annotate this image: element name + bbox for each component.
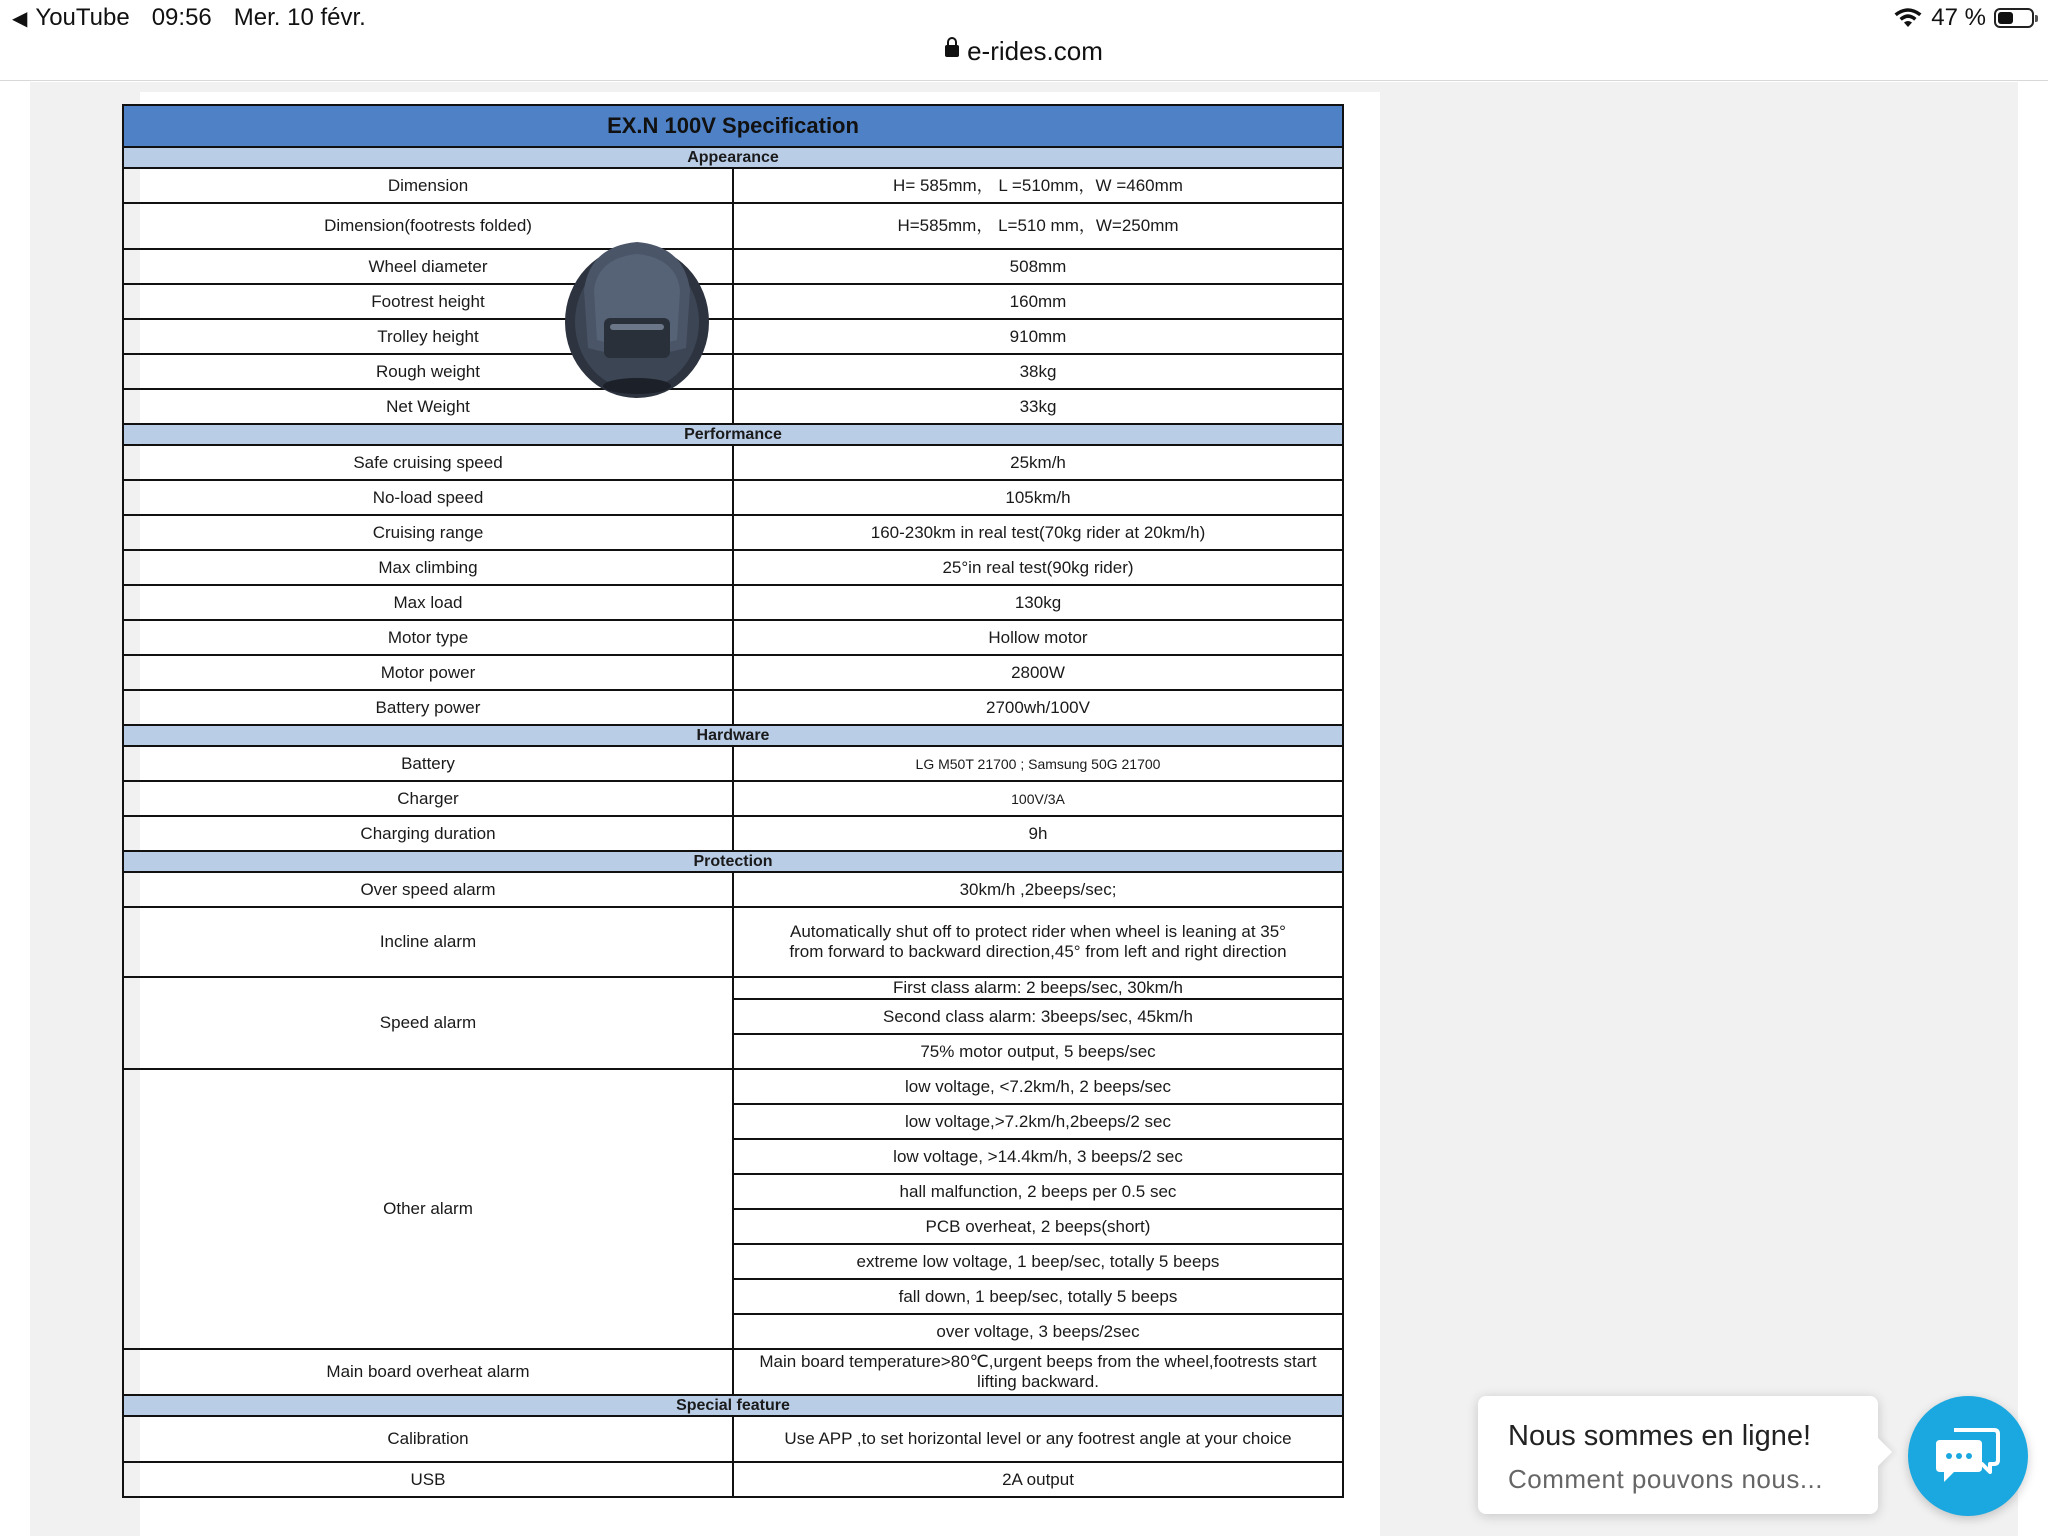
- section-hardware: Hardware: [123, 725, 1343, 746]
- row-label: Incline alarm: [123, 907, 733, 977]
- row-value: 25°in real test(90kg rider): [733, 550, 1343, 585]
- toolbar-divider: [0, 80, 2048, 81]
- row-value: 130kg: [733, 585, 1343, 620]
- row-label: Rough weight: [123, 354, 733, 389]
- row-label: Motor power: [123, 655, 733, 690]
- battery-icon: [1994, 8, 2034, 28]
- row-value: Use APP ,to set horizontal level or any footrest angle at your choice: [733, 1416, 1343, 1462]
- row-value: 30km/h ,2beeps/sec;: [733, 872, 1343, 907]
- back-app-label[interactable]: YouTube: [35, 4, 130, 31]
- wifi-icon: [1893, 7, 1923, 29]
- back-arrow-icon[interactable]: ◀: [12, 7, 28, 30]
- row-value: 75% motor output, 5 beeps/sec: [733, 1034, 1343, 1069]
- row-value: 508mm: [733, 249, 1343, 284]
- row-value: low voltage,>7.2km/h,2beeps/2 sec: [733, 1104, 1343, 1139]
- row-value: H=585mm， L=510 mm，W=250mm: [733, 203, 1343, 249]
- row-label: Max load: [123, 585, 733, 620]
- status-time: 09:56: [151, 4, 212, 31]
- row-label: Over speed alarm: [123, 872, 733, 907]
- chat-invite-bubble[interactable]: [1478, 1396, 1878, 1514]
- row-label: Dimension: [123, 168, 733, 203]
- row-value: Main board temperature>80℃,urgent beeps from the wheel,footrests start lifting backward.: [733, 1349, 1343, 1395]
- row-value: hall malfunction, 2 beeps per 0.5 sec: [733, 1174, 1343, 1209]
- row-label: Battery: [123, 746, 733, 781]
- row-value: 33kg: [733, 389, 1343, 424]
- status-date: Mer. 10 févr.: [233, 4, 366, 31]
- row-value: extreme low voltage, 1 beep/sec, totally 5 beeps: [733, 1244, 1343, 1279]
- row-value: 9h: [733, 816, 1343, 851]
- row-value: 2A output: [733, 1462, 1343, 1497]
- row-label: Max climbing: [123, 550, 733, 585]
- row-value: 2800W: [733, 655, 1343, 690]
- row-value: 160-230km in real test(70kg rider at 20km/h): [733, 515, 1343, 550]
- row-value: fall down, 1 beep/sec, totally 5 beeps: [733, 1279, 1343, 1314]
- row-value: 910mm: [733, 319, 1343, 354]
- row-label: No-load speed: [123, 480, 733, 515]
- row-label: Cruising range: [123, 515, 733, 550]
- row-value: 105km/h: [733, 480, 1343, 515]
- row-label: Main board overheat alarm: [123, 1349, 733, 1395]
- spec-title: EX.N 100V Specification: [123, 105, 1343, 147]
- chat-launcher-button[interactable]: [1908, 1396, 2028, 1516]
- row-label: Trolley height: [123, 319, 733, 354]
- row-value: 160mm: [733, 284, 1343, 319]
- status-bar: [0, 0, 2048, 40]
- row-value: 25km/h: [733, 445, 1343, 480]
- chat-title: Nous sommes en ligne!: [1508, 1420, 1812, 1452]
- address-bar[interactable]: [0, 36, 2048, 80]
- spec-table: [122, 104, 1344, 1498]
- row-label: Calibration: [123, 1416, 733, 1462]
- row-value: 2700wh/100V: [733, 690, 1343, 725]
- row-label: Wheel diameter: [123, 249, 733, 284]
- row-value: over voltage, 3 beeps/2sec: [733, 1314, 1343, 1349]
- row-label: Charger: [123, 781, 733, 816]
- section-appearance: Appearance: [123, 147, 1343, 168]
- battery-percentage: 47 %: [1931, 4, 1986, 31]
- url-text[interactable]: e-rides.com: [967, 36, 1103, 66]
- row-value: Second class alarm: 3beeps/sec, 45km/h: [733, 999, 1343, 1034]
- row-label: Net Weight: [123, 389, 733, 424]
- row-value: H= 585mm， L =510mm，W =460mm: [733, 168, 1343, 203]
- chat-subtitle: Comment pouvons nous...: [1508, 1464, 1823, 1494]
- row-value: First class alarm: 2 beeps/sec, 30km/h: [733, 977, 1343, 999]
- row-label: USB: [123, 1462, 733, 1497]
- chat-icon: [1936, 1426, 2000, 1486]
- row-value: PCB overheat, 2 beeps(short): [733, 1209, 1343, 1244]
- lock-icon: [945, 45, 959, 57]
- row-value: low voltage, <7.2km/h, 2 beeps/sec: [733, 1069, 1343, 1104]
- section-special-feature: Special feature: [123, 1395, 1343, 1416]
- row-value: Hollow motor: [733, 620, 1343, 655]
- row-value: LG M50T 21700 ; Samsung 50G 21700: [733, 746, 1343, 781]
- section-performance: Performance: [123, 424, 1343, 445]
- row-label: Other alarm: [123, 1069, 733, 1349]
- row-value: low voltage, >14.4km/h, 3 beeps/2 sec: [733, 1139, 1343, 1174]
- row-value: Automatically shut off to protect rider when wheel is leaning at 35° from forward to backward direction,45° from left and right direction: [733, 907, 1343, 977]
- row-label: Dimension(footrests folded): [123, 203, 733, 249]
- row-label: Motor type: [123, 620, 733, 655]
- unicycle-product-image: [562, 230, 712, 400]
- row-value: 100V/3A: [733, 781, 1343, 816]
- row-label: Speed alarm: [123, 977, 733, 1069]
- row-label: Footrest height: [123, 284, 733, 319]
- row-label: Battery power: [123, 690, 733, 725]
- row-label: Charging duration: [123, 816, 733, 851]
- section-protection: Protection: [123, 851, 1343, 872]
- row-value: 38kg: [733, 354, 1343, 389]
- row-label: Safe cruising speed: [123, 445, 733, 480]
